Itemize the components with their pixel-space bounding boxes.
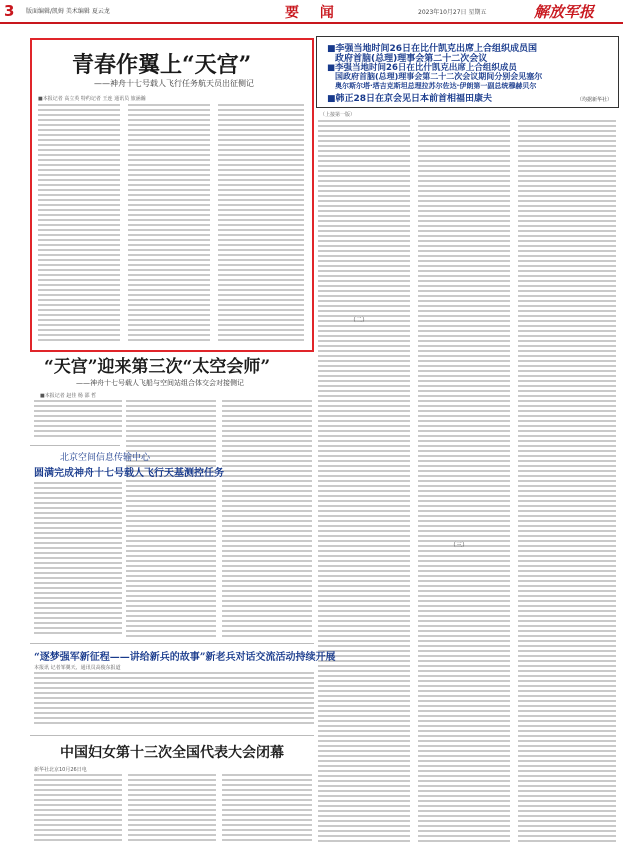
right-column-2	[418, 120, 510, 845]
brief-line-4: 国政府首脑(总理)理事会第二十二次会议期间分别会见塞尔	[335, 72, 543, 81]
right-column-1	[318, 120, 410, 845]
section-mark-2: （二）	[350, 317, 369, 324]
brief-line-3: ■李强当地时间26日在比什凯克出席上合组织成员	[327, 63, 517, 73]
story2-title: “天宫”迎来第三次“太空会师”	[44, 357, 271, 377]
brief-line-1: ■李强当地时间26日在比什凯克出席上合组织成员国	[327, 44, 538, 54]
short-story-label: 北京空间信息传输中心	[60, 453, 151, 463]
divider	[30, 735, 314, 736]
story2-subtitle: ——神舟十七号载人飞船与空间站组合体交会对接侧记	[76, 379, 244, 387]
story3-byline: 本报讯 记者邹翼天、通讯员高俊东报道	[34, 665, 121, 671]
section-title: 要 闻	[285, 5, 342, 21]
lead-story-subtitle: ——神舟十七号载人飞行任务航天员出征侧记	[94, 79, 254, 88]
lead-story-column-3	[218, 104, 304, 342]
lead-story-box	[30, 38, 314, 352]
story3-body	[34, 672, 314, 730]
brief-line-6: ■韩正28日在京会见日本前首相福田康夫	[327, 94, 493, 104]
lead-story-byline: ■本报记者 高立英 特约记者 王连 通讯员 旅涵瀚	[38, 96, 146, 102]
newspaper-logo: 解放军报	[534, 3, 595, 21]
story3-title: “逐梦强军新征程——讲给新兵的故事”新老兵对话交流活动持续开展	[34, 652, 336, 663]
editor-info: 版面编辑/凯姆 美术编辑 夏云龙	[26, 8, 110, 15]
story2-column-1a	[34, 400, 122, 440]
story4-column-3	[222, 774, 312, 846]
section-mark-3: （三）	[450, 542, 469, 549]
masthead	[0, 0, 623, 24]
right-column-3	[518, 120, 616, 845]
page-number: 3	[4, 2, 15, 20]
news-brief-box	[316, 36, 619, 108]
lead-story-column-2	[128, 104, 210, 342]
story4-title: 中国妇女第十三次全国代表大会闭幕	[60, 745, 284, 761]
story2-column-3	[222, 400, 312, 640]
story4-column-1	[34, 774, 122, 846]
short-story-headline: 圆满完成神舟十七号载人飞行天基测控任务	[34, 468, 224, 479]
lead-story-title: 青春作翼上“天宫”	[72, 52, 252, 78]
story2-byline: ■本报记者 赵佳 杨 邵 哲	[40, 393, 97, 399]
divider	[30, 445, 120, 446]
brief-source-note: （均据新华社）	[576, 97, 612, 103]
right-column-subhead: （上接第一版）	[320, 112, 356, 118]
lead-story-column-1	[38, 104, 120, 342]
brief-line-5: 奥尔斯尔塔·塔吉克斯坦总理拉苏尔佐达·伊朗第一副总统穆赫贝尔	[335, 82, 537, 90]
story4-column-2	[128, 774, 216, 846]
brief-line-2: 政府首脑(总理)理事会第二十二次会议	[335, 54, 488, 64]
story4-byline: 新华社北京10月26日电	[34, 767, 87, 773]
divider	[30, 643, 314, 644]
story2-column-2	[126, 400, 216, 640]
short-story-body	[34, 482, 122, 640]
issue-date: 2023年10月27日 星期五	[418, 9, 487, 16]
